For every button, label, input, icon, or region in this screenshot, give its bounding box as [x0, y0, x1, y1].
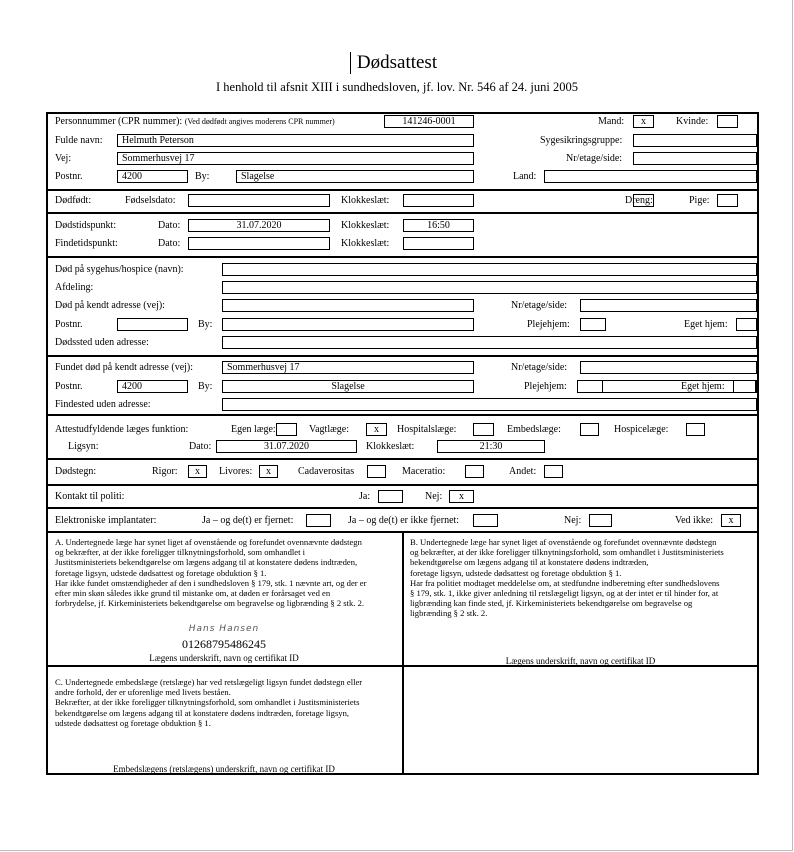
own-doctor-checkbox[interactable]	[276, 423, 297, 436]
death-clock-field[interactable]: 16:50	[403, 219, 474, 232]
section-a-text: A. Undertegnede læge har synet liget af ovenstående og forefundet ovennævnte dødstegn og bekræfter, at der ikke foreligger tilknytningsforhold, som omhandlet i Justitsministeriets bekendtgørelse om lægens adgang til at konstatere dødens indtræden, foretage ligsyn, udstede dødsattest og foretage obduktion § 1. Har ikke fundet omstændigheder af den i sundhedsloven § 179, stk. 1 nævnte art, og der er efter min skøn således ikke grund til mistanke om, at døden er forårsaget ved en forbrydelse, jf. Kirkeministeriets bekendtgørelse om begravelse og ligbrænding § 2 stk. 2.	[55, 537, 367, 609]
found-clock-label: Klokkeslæt:	[341, 238, 390, 249]
found-date-label: Dato:	[158, 238, 181, 249]
section-b-sign-label: Lægens underskrift, navn og certifikat ID	[505, 656, 656, 666]
inspection-date-field[interactable]: 31.07.2020	[216, 440, 357, 453]
city-label: By:	[195, 171, 210, 182]
implants-not-removed-checkbox[interactable]	[473, 514, 498, 527]
insurance-label: Sygesikringsgruppe:	[540, 135, 623, 146]
found-postal-label: Postnr.	[55, 381, 83, 392]
divider	[46, 507, 759, 509]
death-date-field[interactable]: 31.07.2020	[188, 219, 330, 232]
girl-checkbox[interactable]	[717, 194, 738, 207]
hospital-doctor-checkbox[interactable]	[473, 423, 494, 436]
other-sign-checkbox[interactable]	[544, 465, 563, 478]
found-floor-field[interactable]	[580, 361, 757, 374]
hospital-doctor-label: Hospitalslæge:	[397, 424, 457, 435]
cpr-field[interactable]: 141246-0001	[384, 115, 474, 128]
official-doctor-checkbox[interactable]	[580, 423, 599, 436]
department-label: Afdeling:	[55, 282, 94, 293]
certificate-id: 01268795486245	[182, 637, 266, 651]
inspection-time-field[interactable]: 21:30	[437, 440, 545, 453]
found-own-home-label: Eget hjem:	[681, 381, 725, 392]
implants-unknown-label: Ved ikke:	[675, 515, 714, 526]
found-no-address-field[interactable]	[222, 398, 757, 411]
frame-right	[757, 112, 759, 775]
other-sign-label: Andet:	[509, 466, 537, 477]
found-date-field[interactable]	[188, 237, 330, 250]
divider	[46, 212, 759, 214]
inspection-label: Ligsyn:	[68, 441, 99, 452]
found-own-home-checkbox[interactable]	[733, 380, 757, 393]
maceratio-checkbox[interactable]	[465, 465, 484, 478]
found-no-address-label: Findested uden adresse:	[55, 399, 151, 410]
police-no-label: Nej:	[425, 491, 443, 502]
frame-top	[46, 112, 759, 114]
death-address-label: Død på kendt adresse (vej):	[55, 300, 165, 311]
implants-no-checkbox[interactable]	[589, 514, 612, 527]
hospital-label: Død på sygehus/hospice (navn):	[55, 264, 184, 275]
death-nursing-checkbox[interactable]	[580, 318, 606, 331]
boy-label: Dreng:	[625, 195, 653, 206]
death-no-address-field[interactable]	[222, 336, 757, 349]
cpr-label: Personnummer (CPR nummer): (Ved dødfødt angives moderens CPR nummer)	[55, 116, 335, 127]
girl-label: Pige:	[689, 195, 710, 206]
country-field[interactable]	[544, 170, 757, 183]
found-nursing-checkbox[interactable]	[577, 380, 603, 393]
hospice-doctor-checkbox[interactable]	[686, 423, 705, 436]
police-yes-checkbox[interactable]	[378, 490, 403, 503]
inspection-time-label: Klokkeslæt:	[366, 441, 415, 452]
police-no-checkbox[interactable]: x	[449, 490, 474, 503]
country-label: Land:	[513, 171, 537, 182]
implants-removed-label: Ja – og de(t) er fjernet:	[202, 515, 294, 526]
found-city-label: By:	[198, 381, 213, 392]
insurance-field[interactable]	[633, 134, 757, 147]
floor-field[interactable]	[633, 152, 757, 165]
birthdate-field[interactable]	[188, 194, 330, 207]
death-city-field[interactable]	[222, 318, 474, 331]
found-time-label: Findetidspunkt:	[55, 238, 118, 249]
document-subtitle: I henhold til afsnit XIII i sundhedsloven, jf. lov. Nr. 546 af 24. juni 2005	[216, 80, 578, 94]
police-label: Kontakt til politi:	[55, 491, 125, 502]
stillborn-time-field[interactable]	[403, 194, 474, 207]
signature: Hans Hansen	[188, 624, 260, 634]
death-own-home-label: Eget hjem:	[684, 319, 728, 330]
rigor-checkbox[interactable]: x	[188, 465, 207, 478]
hospice-doctor-label: Hospicelæge:	[614, 424, 669, 435]
found-address-label: Fundet død på kendt adresse (vej):	[55, 362, 194, 373]
section-c-sign-label: Embedslægens (retslægens) underskrift, navn og certifikat ID	[113, 764, 335, 774]
death-floor-field[interactable]	[580, 299, 757, 312]
cadaverositas-label: Cadaverositas	[298, 466, 355, 477]
inspection-date-label: Dato:	[189, 441, 212, 452]
maceratio-label: Maceratio:	[402, 466, 446, 477]
divider	[46, 355, 759, 357]
signs-label: Dødstegn:	[55, 466, 97, 477]
postal-field[interactable]: 4200	[117, 170, 188, 183]
column-divider	[402, 531, 404, 775]
male-checkbox[interactable]: x	[633, 115, 654, 128]
department-field[interactable]	[222, 281, 757, 294]
divider	[46, 484, 759, 486]
duty-doctor-label: Vagtlæge:	[309, 424, 349, 435]
death-city-label: By:	[198, 319, 213, 330]
divider	[46, 458, 759, 460]
official-doctor-label: Embedslæge:	[507, 424, 561, 435]
postal-label: Postnr.	[55, 171, 83, 182]
found-clock-field[interactable]	[403, 237, 474, 250]
hospital-field[interactable]	[222, 263, 757, 276]
duty-doctor-checkbox[interactable]: x	[366, 423, 387, 436]
frame-left	[46, 112, 48, 775]
livores-checkbox[interactable]: x	[259, 465, 278, 478]
death-postal-field[interactable]	[117, 318, 188, 331]
section-a-sign-label: Lægens underskrift, navn og certifikat ID	[149, 653, 299, 663]
death-date-label: Dato:	[158, 220, 181, 231]
implants-no-label: Nej:	[564, 515, 582, 526]
cpr-note: (Ved dødfødt angives moderens CPR nummer)	[184, 117, 335, 126]
divider	[46, 256, 759, 258]
floor-label: Nr/etage/side:	[566, 153, 623, 164]
police-yes-label: Ja:	[359, 491, 371, 502]
death-postal-label: Postnr.	[55, 319, 83, 330]
female-label: Kvinde:	[676, 116, 709, 127]
rigor-label: Rigor:	[152, 466, 178, 477]
death-floor-label: Nr/etage/side:	[511, 300, 568, 311]
death-own-home-checkbox[interactable]	[736, 318, 757, 331]
death-no-address-label: Dødssted uden adresse:	[55, 337, 149, 348]
own-doctor-label: Egen læge:	[231, 424, 276, 435]
document-title: Dødsattest	[356, 52, 438, 73]
implants-unknown-checkbox[interactable]: x	[721, 514, 741, 527]
female-checkbox[interactable]	[717, 115, 738, 128]
livores-label: Livores:	[219, 466, 253, 477]
stillborn-time-label: Klokkeslæt:	[341, 195, 390, 206]
found-floor-label: Nr/etage/side:	[511, 362, 568, 373]
stillborn-label: Dødfødt:	[55, 195, 92, 206]
city-field[interactable]: Slagelse	[236, 170, 474, 183]
death-nursing-label: Plejehjem:	[527, 319, 570, 330]
implants-removed-checkbox[interactable]	[306, 514, 331, 527]
found-nursing-label: Plejehjem:	[524, 381, 567, 392]
birthdate-label: Fødselsdato:	[125, 195, 176, 206]
doctor-function-label: Attestudfyldende læges funktion:	[55, 424, 189, 435]
street-label: Vej:	[55, 153, 72, 164]
implants-not-removed-label: Ja – og de(t) er ikke fjernet:	[348, 515, 460, 526]
section-b-text: B. Undertegnede læge har synet liget af ovenstående og forefundet ovennævnte dødstegn og bekræfter, at der ikke foreligger tilknytningsforhold, som omhandlet i Justitsministeriets bekendtgørelse om lægens adgang til at konstatere dødens indtræden, foretage ligsyn, udstede dødsattest og foretage obduktion § 1. Har fra politiet modtaget meddelelse om, at stedfundne indberetning efter sundhedslovens § 179, stk. 1, ikke giver anledning til retslægeligt ligsyn, og at der intet er til hinder for, at ligbrænding kan finde sted, jf. Kirkeministeriets bekendtgørelse om begravelse og ligbrænding § 2 stk. 2.	[410, 537, 724, 619]
found-city-field[interactable]: Slagelse	[222, 380, 474, 393]
found-postal-field[interactable]: 4200	[117, 380, 188, 393]
boy-checkbox[interactable]	[633, 194, 654, 207]
death-time-label: Dødstidspunkt:	[55, 220, 117, 231]
name-field[interactable]: Helmuth Peterson	[117, 134, 474, 147]
name-label: Fulde navn:	[55, 135, 103, 146]
cadaverositas-checkbox[interactable]	[367, 465, 386, 478]
street-field[interactable]: Sommerhusvej 17	[117, 152, 474, 165]
divider	[46, 414, 759, 416]
found-address-field[interactable]: Sommerhusvej 17	[222, 361, 474, 374]
implants-label: Elektroniske implantater:	[55, 515, 157, 526]
divider	[46, 189, 759, 191]
death-clock-label: Klokkeslæt:	[341, 220, 390, 231]
male-label: Mand:	[598, 116, 625, 127]
section-c-text: C. Undertegnede embedslæge (retslæge) har ved retslægeligt ligsyn fundet dødstegn eller andre forhold, der er uforenlige med livets beståen. Bekræfter, at der ikke foreligger tilknytningsforhold, som omhandlet i Justitsministeriets bekendtgørelse om lægens adgang til at konstatere dødens indtræden, foretage ligsyn, udstede dødsattest og foretage obduktion § 1.	[55, 677, 363, 728]
death-address-field[interactable]	[222, 299, 474, 312]
